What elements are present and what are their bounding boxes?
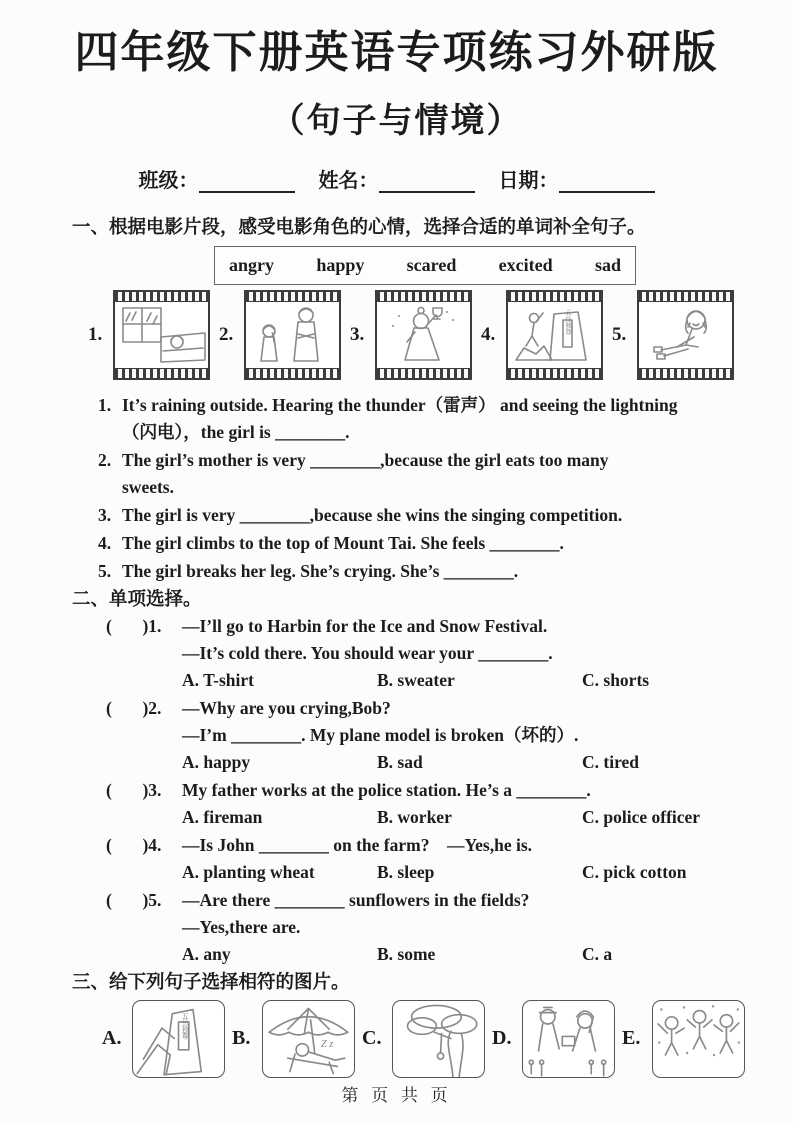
sentence-3 bbox=[98, 502, 770, 529]
film-sprocket-strip bbox=[115, 368, 208, 378]
illustration-girl-with-trophy bbox=[377, 302, 470, 368]
film-sprocket-strip bbox=[377, 368, 470, 378]
question-number: 3. bbox=[148, 779, 162, 800]
sentence-number: 5. bbox=[98, 560, 112, 581]
illustration-big-tree bbox=[393, 1001, 484, 1077]
question-number: 2. bbox=[148, 697, 162, 718]
options-row bbox=[182, 667, 782, 694]
picture-e bbox=[622, 1000, 745, 1078]
sentence-line: The girl climbs to the top of Mount Tai. She feels ________. bbox=[122, 532, 564, 553]
question-line: —I’ll go to Harbin for the Ice and Snow Festival. bbox=[182, 615, 548, 636]
illustration-mount-tai-stone bbox=[133, 1001, 224, 1077]
question-number: 1. bbox=[148, 615, 162, 636]
illustration-man-napping-under-umbrella bbox=[263, 1001, 354, 1077]
question-number: 4. bbox=[148, 834, 162, 855]
word-bank-item: sad bbox=[594, 254, 621, 275]
mc-question-4 bbox=[106, 832, 782, 886]
option-b: B. worker bbox=[377, 806, 452, 827]
picture-letter: E. bbox=[622, 1027, 641, 1050]
film-frame bbox=[244, 290, 341, 380]
picture-letter: B. bbox=[232, 1027, 251, 1050]
name-blank-line bbox=[379, 169, 475, 193]
picture-box bbox=[392, 1000, 485, 1078]
picture-a bbox=[102, 1000, 225, 1078]
word-bank-item: excited bbox=[498, 254, 553, 275]
class-blank-line bbox=[199, 169, 295, 193]
sentence-body bbox=[122, 530, 770, 557]
question-body bbox=[182, 777, 782, 831]
option-b: B. some bbox=[377, 943, 436, 964]
mount-tai-inscription: 五岳独尊 bbox=[564, 308, 571, 335]
film-frame-1 bbox=[88, 290, 210, 380]
word-bank-item: scared bbox=[406, 254, 457, 275]
answer-bracket-and-number bbox=[106, 887, 182, 968]
word-bank-item: angry bbox=[229, 254, 274, 275]
answer-bracket-and-number bbox=[106, 832, 182, 886]
name-field bbox=[319, 164, 475, 193]
illustration-girl-scared-in-bed bbox=[115, 302, 208, 368]
mount-tai-inscription: 五岳独尊 bbox=[180, 1012, 188, 1040]
sentence-4 bbox=[98, 530, 770, 557]
question-line: —Why are you crying,Bob? bbox=[182, 697, 391, 718]
question-body bbox=[182, 695, 782, 776]
picture-box bbox=[132, 1000, 225, 1078]
question-line: —Are there ________ sunflowers in the fields? bbox=[182, 889, 530, 910]
date-blank-line bbox=[559, 169, 655, 193]
date-field bbox=[499, 164, 655, 193]
picture-d bbox=[492, 1000, 615, 1078]
picture-letter: D. bbox=[492, 1027, 512, 1050]
option-a: A. T-shirt bbox=[182, 669, 254, 690]
sentence-number: 3. bbox=[98, 504, 112, 525]
illustration-elderly-couple-picking-cotton bbox=[523, 1001, 614, 1077]
class-field bbox=[139, 164, 295, 193]
picture-box bbox=[652, 1000, 745, 1078]
film-sprocket-strip bbox=[377, 292, 470, 302]
illustration-mother-scolding-girl bbox=[246, 302, 339, 368]
word-bank bbox=[214, 246, 636, 285]
answer-bracket: ( ) bbox=[106, 779, 149, 800]
sentence-line: sweets. bbox=[122, 476, 174, 497]
film-sprocket-strip bbox=[508, 292, 601, 302]
film-sprocket-strip bbox=[115, 292, 208, 302]
question-line: —Yes,there are. bbox=[182, 916, 301, 937]
option-a: A. happy bbox=[182, 751, 251, 772]
option-b: B. sleep bbox=[377, 861, 435, 882]
question-body bbox=[182, 887, 782, 968]
film-frame-5 bbox=[612, 290, 734, 380]
worksheet-subtitle: （句子与情境） bbox=[270, 101, 523, 140]
mc-question-5 bbox=[106, 887, 782, 968]
question-line: —I’m ________. My plane model is broken（坏的）. bbox=[182, 724, 579, 745]
question-body bbox=[182, 832, 782, 886]
mc-question-3 bbox=[106, 777, 782, 831]
film-sprocket-strip bbox=[639, 292, 732, 302]
option-c: C. pick cotton bbox=[582, 861, 687, 882]
option-a: A. any bbox=[182, 943, 231, 964]
sleep-zzz-text: Z z bbox=[320, 1038, 334, 1050]
sentence-line: The girl breaks her leg. She’s crying. She’s ________. bbox=[122, 560, 519, 581]
option-b: B. sad bbox=[377, 751, 423, 772]
section3-pictures-row bbox=[102, 1000, 793, 1078]
section3-heading: 三、给下列句子选择相符的图片。 bbox=[72, 970, 350, 992]
illustration-girl-crying-broken-leg bbox=[639, 302, 732, 368]
sentence-body bbox=[122, 392, 770, 446]
sentence-1 bbox=[98, 392, 770, 446]
picture-letter: A. bbox=[102, 1027, 122, 1050]
option-a: A. fireman bbox=[182, 806, 263, 827]
section2-heading: 二、单项选择。 bbox=[72, 587, 202, 609]
sentence-5 bbox=[98, 558, 770, 585]
film-frame bbox=[375, 290, 472, 380]
frame-number: 1. bbox=[88, 323, 103, 345]
sentence-body bbox=[122, 502, 770, 529]
film-frame bbox=[506, 290, 603, 380]
answer-bracket-and-number bbox=[106, 695, 182, 776]
mc-question-1 bbox=[106, 613, 782, 694]
answer-bracket-and-number bbox=[106, 613, 182, 694]
sentence-line: It’s raining outside. Hearing the thunder（雷声） and seeing the lightning bbox=[122, 394, 678, 415]
answer-bracket: ( ) bbox=[106, 615, 149, 636]
film-frame-3 bbox=[350, 290, 472, 380]
options-row bbox=[182, 804, 782, 831]
class-field-label: 班级： bbox=[138, 169, 199, 192]
frame-number: 4. bbox=[481, 323, 496, 345]
option-c: C. shorts bbox=[582, 669, 650, 690]
option-c: C. police officer bbox=[582, 806, 701, 827]
option-c: C. a bbox=[582, 943, 613, 964]
picture-box bbox=[262, 1000, 355, 1078]
film-frame-4 bbox=[481, 290, 603, 380]
sentence-line: The girl’s mother is very ________,because the girl eats too many bbox=[122, 449, 609, 470]
option-a: A. planting wheat bbox=[182, 861, 315, 882]
film-frame-2 bbox=[219, 290, 341, 380]
option-b: B. sweater bbox=[377, 669, 455, 690]
sentence-2 bbox=[98, 447, 770, 501]
sentence-line: （闪电），the girl is ________. bbox=[122, 421, 350, 442]
sentence-line: The girl is very ________,because she wins the singing competition. bbox=[122, 504, 623, 525]
question-number: 5. bbox=[148, 889, 162, 910]
answer-bracket: ( ) bbox=[106, 697, 149, 718]
options-row bbox=[182, 941, 782, 968]
question-body bbox=[182, 613, 782, 694]
section1-heading: 一、根据电影片段，感受电影角色的心情，选择合适的单词补全句子。 bbox=[72, 215, 646, 237]
answer-bracket: ( ) bbox=[106, 834, 149, 855]
film-sprocket-strip bbox=[639, 368, 732, 378]
illustration-children-celebrating bbox=[653, 1001, 744, 1077]
illustration-girl-on-mount-tai bbox=[508, 302, 601, 368]
section2-questions bbox=[106, 613, 782, 968]
section1-sentences bbox=[98, 392, 770, 585]
film-sprocket-strip bbox=[246, 292, 339, 302]
picture-box bbox=[522, 1000, 615, 1078]
film-sprocket-strip bbox=[508, 368, 601, 378]
question-line: My father works at the police station. He’s a ________. bbox=[182, 779, 591, 800]
sentence-number: 4. bbox=[98, 532, 112, 553]
sentence-number: 1. bbox=[98, 394, 112, 415]
answer-bracket-and-number bbox=[106, 777, 182, 831]
question-line: —Is John ________ on the farm? —Yes,he is. bbox=[182, 834, 533, 855]
film-sprocket-strip bbox=[246, 368, 339, 378]
film-frame bbox=[637, 290, 734, 380]
picture-b bbox=[232, 1000, 355, 1078]
frame-number: 3. bbox=[350, 323, 365, 345]
worksheet-title: 四年级下册英语专项练习外研版 bbox=[74, 28, 719, 77]
film-strip-row bbox=[88, 290, 793, 380]
mc-question-2 bbox=[106, 695, 782, 776]
option-c: C. tired bbox=[582, 751, 640, 772]
picture-c bbox=[362, 1000, 485, 1078]
student-info-row bbox=[0, 164, 793, 193]
frame-number: 5. bbox=[612, 323, 627, 345]
name-field-label: 姓名： bbox=[318, 169, 379, 192]
sentence-body bbox=[122, 558, 770, 585]
options-row bbox=[182, 749, 782, 776]
sentence-body bbox=[122, 447, 770, 501]
picture-letter: C. bbox=[362, 1027, 382, 1050]
sentence-number: 2. bbox=[98, 449, 112, 470]
options-row bbox=[182, 859, 782, 886]
film-frame bbox=[113, 290, 210, 380]
question-line: —It’s cold there. You should wear your ________. bbox=[182, 642, 553, 663]
date-field-label: 日期： bbox=[498, 169, 559, 192]
word-bank-item: happy bbox=[316, 254, 365, 275]
frame-number: 2. bbox=[219, 323, 234, 345]
page-footer: 第 页 共 页 bbox=[341, 1086, 452, 1105]
answer-bracket: ( ) bbox=[106, 889, 149, 910]
